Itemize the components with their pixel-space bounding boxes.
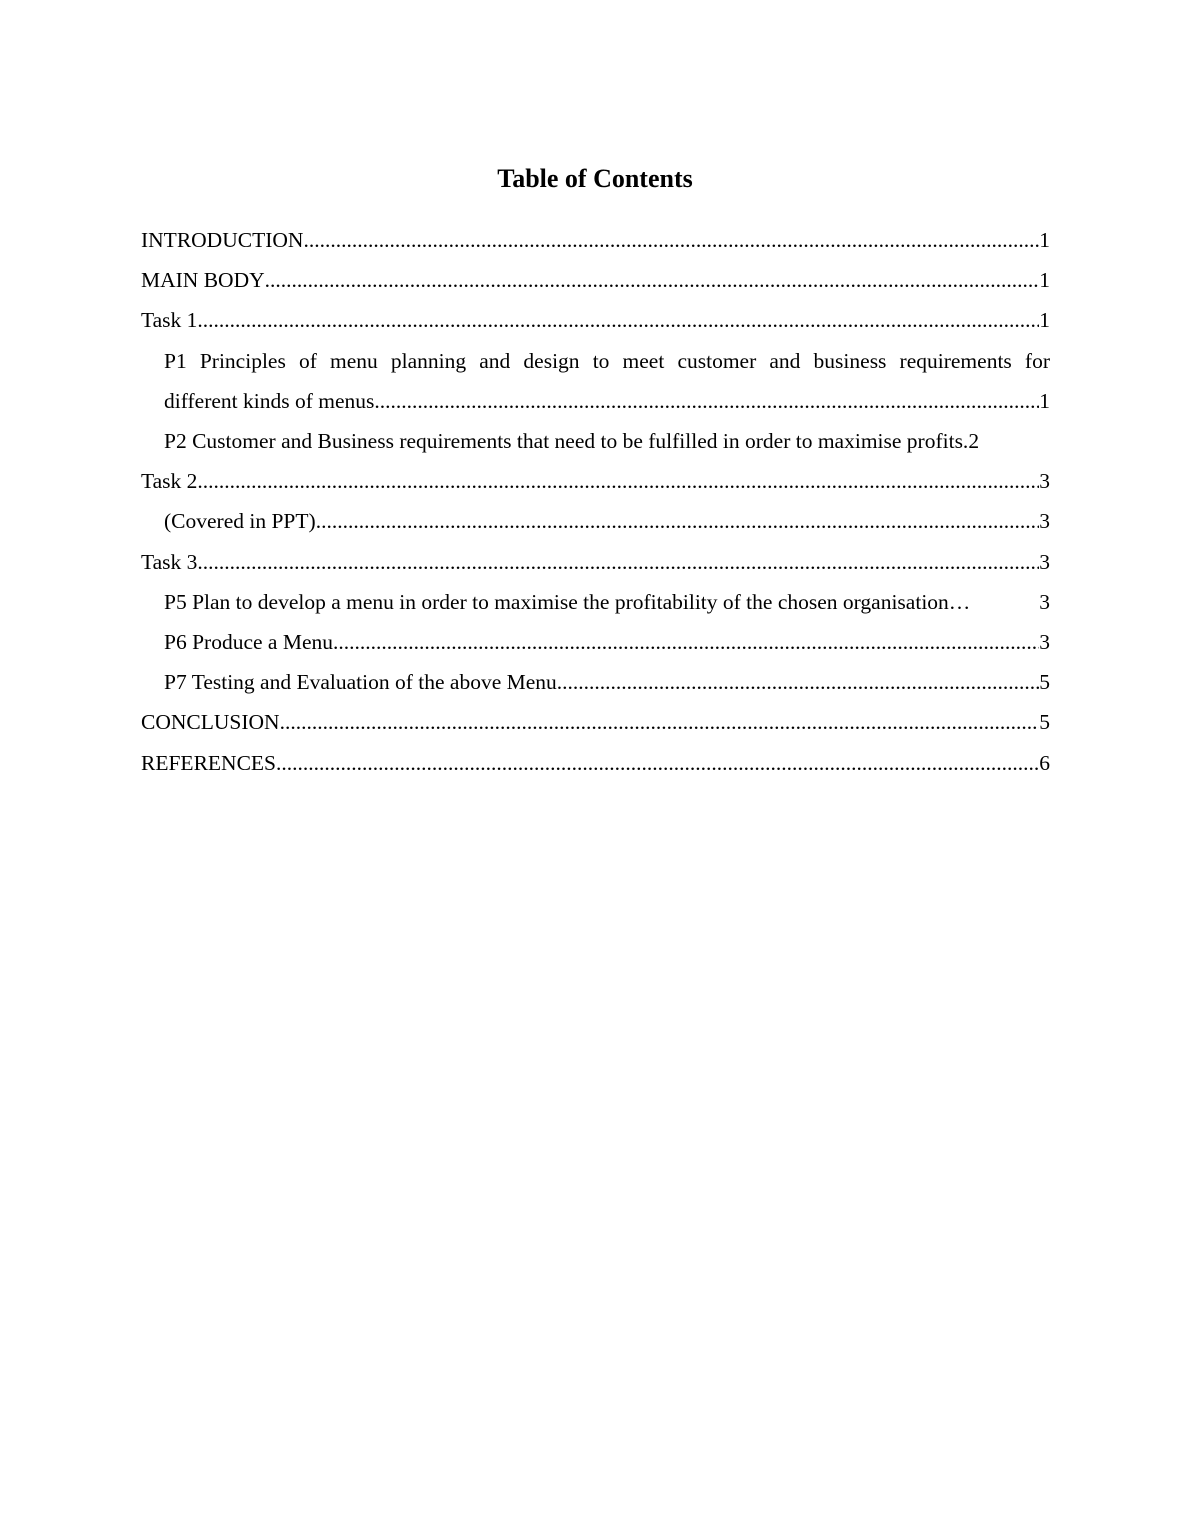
toc-page-number: 1 bbox=[1039, 308, 1050, 333]
toc-page-number: 5 bbox=[1039, 670, 1050, 695]
toc-dot-leader bbox=[374, 381, 1039, 421]
toc-entry-main-body[interactable] bbox=[141, 260, 1050, 300]
toc-dot-leader bbox=[316, 501, 1040, 541]
toc-page-number: 2 bbox=[968, 429, 980, 454]
toc-page-number: 3 bbox=[1039, 589, 1050, 614]
toc-entry-label: different kinds of menus bbox=[164, 388, 375, 413]
toc-entry-task-1[interactable] bbox=[141, 300, 1050, 340]
toc-dot-leader bbox=[276, 743, 1039, 783]
toc-entry-label: Task 3 bbox=[141, 549, 198, 574]
toc-page-number: 5 bbox=[1039, 710, 1050, 735]
toc-dot-leader bbox=[265, 260, 1040, 300]
toc-entry-label: (Covered in PPT) bbox=[164, 509, 316, 534]
toc-entry-label: REFERENCES bbox=[141, 750, 276, 775]
toc-dot-leader bbox=[949, 582, 1039, 622]
toc-entry-label: INTRODUCTION bbox=[141, 228, 304, 252]
toc-entry-introduction[interactable] bbox=[141, 220, 1050, 260]
toc-dot-leader bbox=[197, 461, 1039, 501]
toc-page-number: 3 bbox=[1039, 469, 1050, 494]
toc-dot-leader bbox=[280, 702, 1040, 742]
toc-entry-label: P5 Plan to develop a menu in order to maximise the profitability of the chosen organisation bbox=[164, 589, 949, 614]
toc-dot-leader bbox=[197, 300, 1039, 340]
toc-page-number: 1 bbox=[1039, 268, 1050, 293]
table-of-contents bbox=[141, 220, 1050, 783]
toc-page-number: 3 bbox=[1039, 549, 1050, 574]
toc-page-number: 1 bbox=[1039, 388, 1050, 413]
toc-entry-references[interactable] bbox=[141, 743, 1050, 783]
toc-entry-covered-in-ppt[interactable] bbox=[141, 501, 1050, 541]
toc-entry-task-3[interactable] bbox=[141, 542, 1050, 582]
toc-entry-p2[interactable] bbox=[141, 421, 1050, 461]
toc-entry-label: P7 Testing and Evaluation of the above Menu bbox=[164, 670, 557, 695]
toc-page-number: 6 bbox=[1039, 750, 1050, 775]
toc-page-number: 1 bbox=[1039, 228, 1050, 252]
toc-dot-leader bbox=[557, 662, 1039, 702]
toc-entry-label: Task 2 bbox=[141, 469, 198, 494]
toc-entry-conclusion[interactable] bbox=[141, 702, 1050, 742]
toc-entry-label: MAIN BODY bbox=[141, 268, 265, 293]
toc-dot-leader bbox=[197, 542, 1039, 582]
toc-page-number: 3 bbox=[1039, 509, 1050, 534]
toc-page-number: 3 bbox=[1039, 630, 1050, 655]
toc-entry-p1[interactable] bbox=[141, 341, 1050, 421]
toc-entry-label: P2 Customer and Business requirements that need to be fulfilled in order to maximise profits. bbox=[164, 429, 969, 454]
toc-entry-p7[interactable] bbox=[141, 662, 1050, 702]
toc-entry-label: CONCLUSION bbox=[141, 710, 280, 735]
toc-entry-label: P6 Produce a Menu bbox=[164, 630, 333, 655]
toc-dot-leader bbox=[303, 220, 1039, 260]
toc-title: Table of Contents bbox=[497, 164, 693, 193]
toc-entry-label-line1: P1 Principles of menu planning and design to meet customer and business requirements for bbox=[164, 348, 1050, 373]
toc-dot-leader bbox=[333, 622, 1039, 662]
toc-entry-p5[interactable] bbox=[141, 582, 1050, 622]
toc-entry-p6[interactable] bbox=[141, 622, 1050, 662]
toc-entry-task-2[interactable] bbox=[141, 461, 1050, 501]
toc-entry-label: Task 1 bbox=[141, 308, 198, 333]
